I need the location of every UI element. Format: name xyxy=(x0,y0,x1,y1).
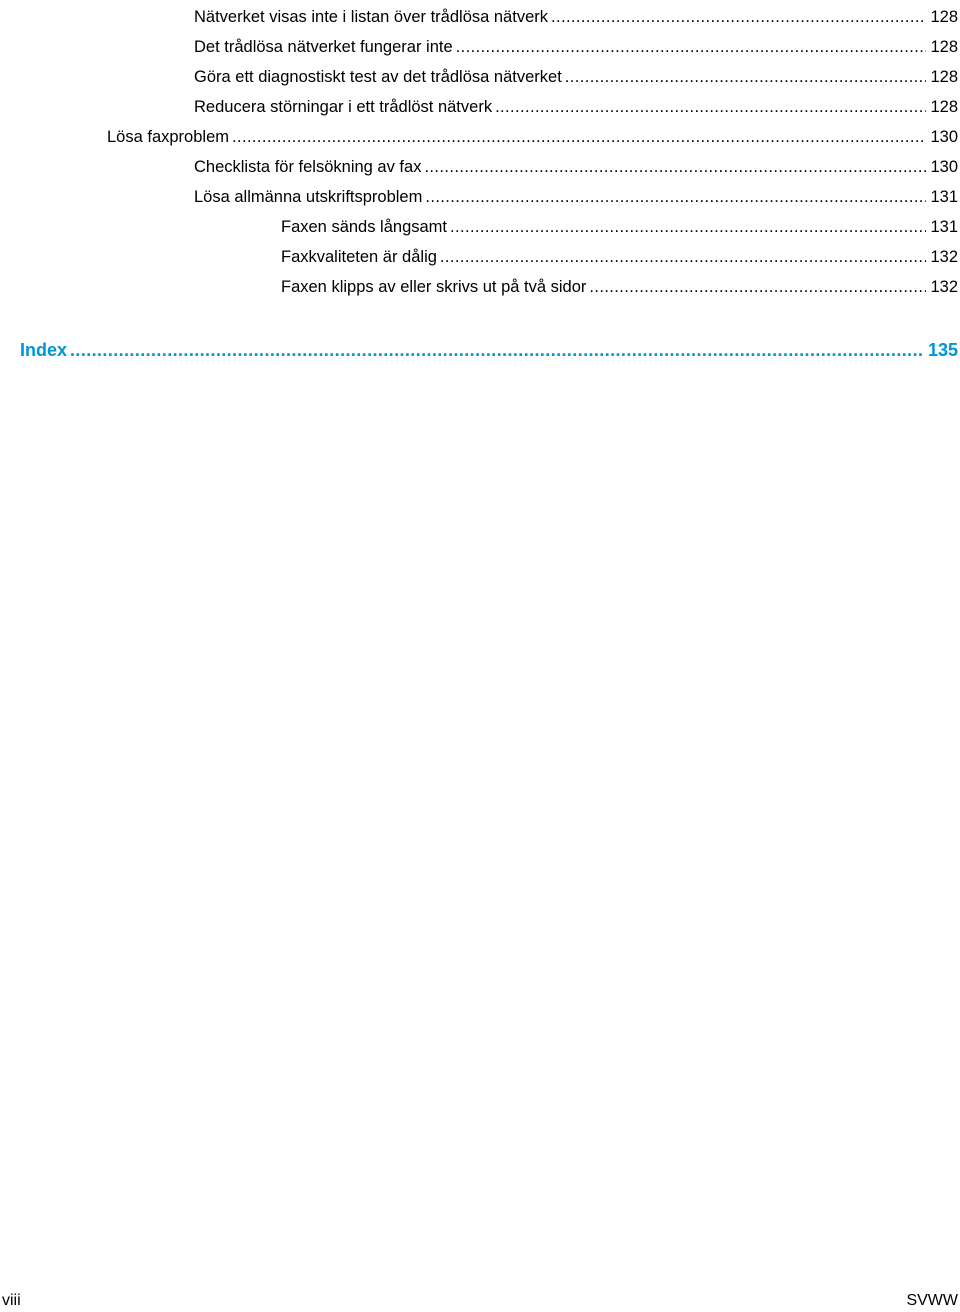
toc-leader-dots xyxy=(495,97,926,117)
toc-entry-title: Göra ett diagnostiskt test av det trådlösa nätverket xyxy=(194,68,562,86)
toc-entry-title: Faxen sänds långsamt xyxy=(281,218,448,236)
toc-entry-title: Lösa faxproblem xyxy=(107,128,229,146)
toc-entry[interactable] xyxy=(107,117,958,147)
toc-entry-page: 130 xyxy=(930,128,958,146)
footer-doc-code: SVWW xyxy=(906,1292,958,1309)
toc-entry-title: Reducera störningar i ett trådlöst nätverk xyxy=(194,98,493,116)
toc-entry[interactable] xyxy=(194,27,958,57)
toc-entry-title: Nätverket visas inte i listan över trådlösa nätverk xyxy=(194,8,548,26)
toc-entry-page: 131 xyxy=(930,188,958,206)
toc-entry-page: 131 xyxy=(930,218,958,236)
toc-entry[interactable] xyxy=(194,177,958,207)
toc-entry[interactable] xyxy=(194,0,958,27)
toc-leader-dots xyxy=(589,277,926,297)
footer-page-number: viii xyxy=(2,1292,21,1309)
toc-index-title: Index xyxy=(20,340,68,360)
toc-entry[interactable] xyxy=(281,237,958,267)
toc-entry-page: 128 xyxy=(930,98,958,116)
toc-leader-dots xyxy=(70,339,924,361)
toc-entry-page: 128 xyxy=(930,38,958,56)
toc-entry[interactable] xyxy=(194,147,958,177)
toc-leader-dots xyxy=(232,127,926,147)
toc-entry[interactable] xyxy=(281,267,958,297)
toc-entry-title: Checklista för felsökning av fax xyxy=(194,158,422,176)
toc-entry-page: 128 xyxy=(930,68,958,86)
toc-leader-dots xyxy=(565,67,927,87)
toc-entry[interactable] xyxy=(194,87,958,117)
toc-leader-dots xyxy=(424,157,926,177)
toc-entry-page: 132 xyxy=(930,278,958,296)
toc-index-page: 135 xyxy=(927,340,958,360)
toc-entry[interactable] xyxy=(194,57,958,87)
toc-entry-title: Faxkvaliteten är dålig xyxy=(281,248,437,266)
toc-entry-page: 130 xyxy=(930,158,958,176)
toc-entry-title: Lösa allmänna utskriftsproblem xyxy=(194,188,423,206)
toc-leader-dots xyxy=(425,187,926,207)
toc-leader-dots xyxy=(450,217,926,237)
toc-index-entry[interactable] xyxy=(20,331,958,361)
toc-entry-title: Faxen klipps av eller skrivs ut på två sidor xyxy=(281,278,587,296)
toc-leader-dots xyxy=(456,37,927,57)
toc-entry[interactable] xyxy=(281,207,958,237)
toc-entry-title: Det trådlösa nätverket fungerar inte xyxy=(194,38,453,56)
toc-leader-dots xyxy=(440,247,927,267)
toc-leader-dots xyxy=(551,7,926,27)
toc-entry-page: 128 xyxy=(930,8,958,26)
toc-entry-page: 132 xyxy=(930,248,958,266)
